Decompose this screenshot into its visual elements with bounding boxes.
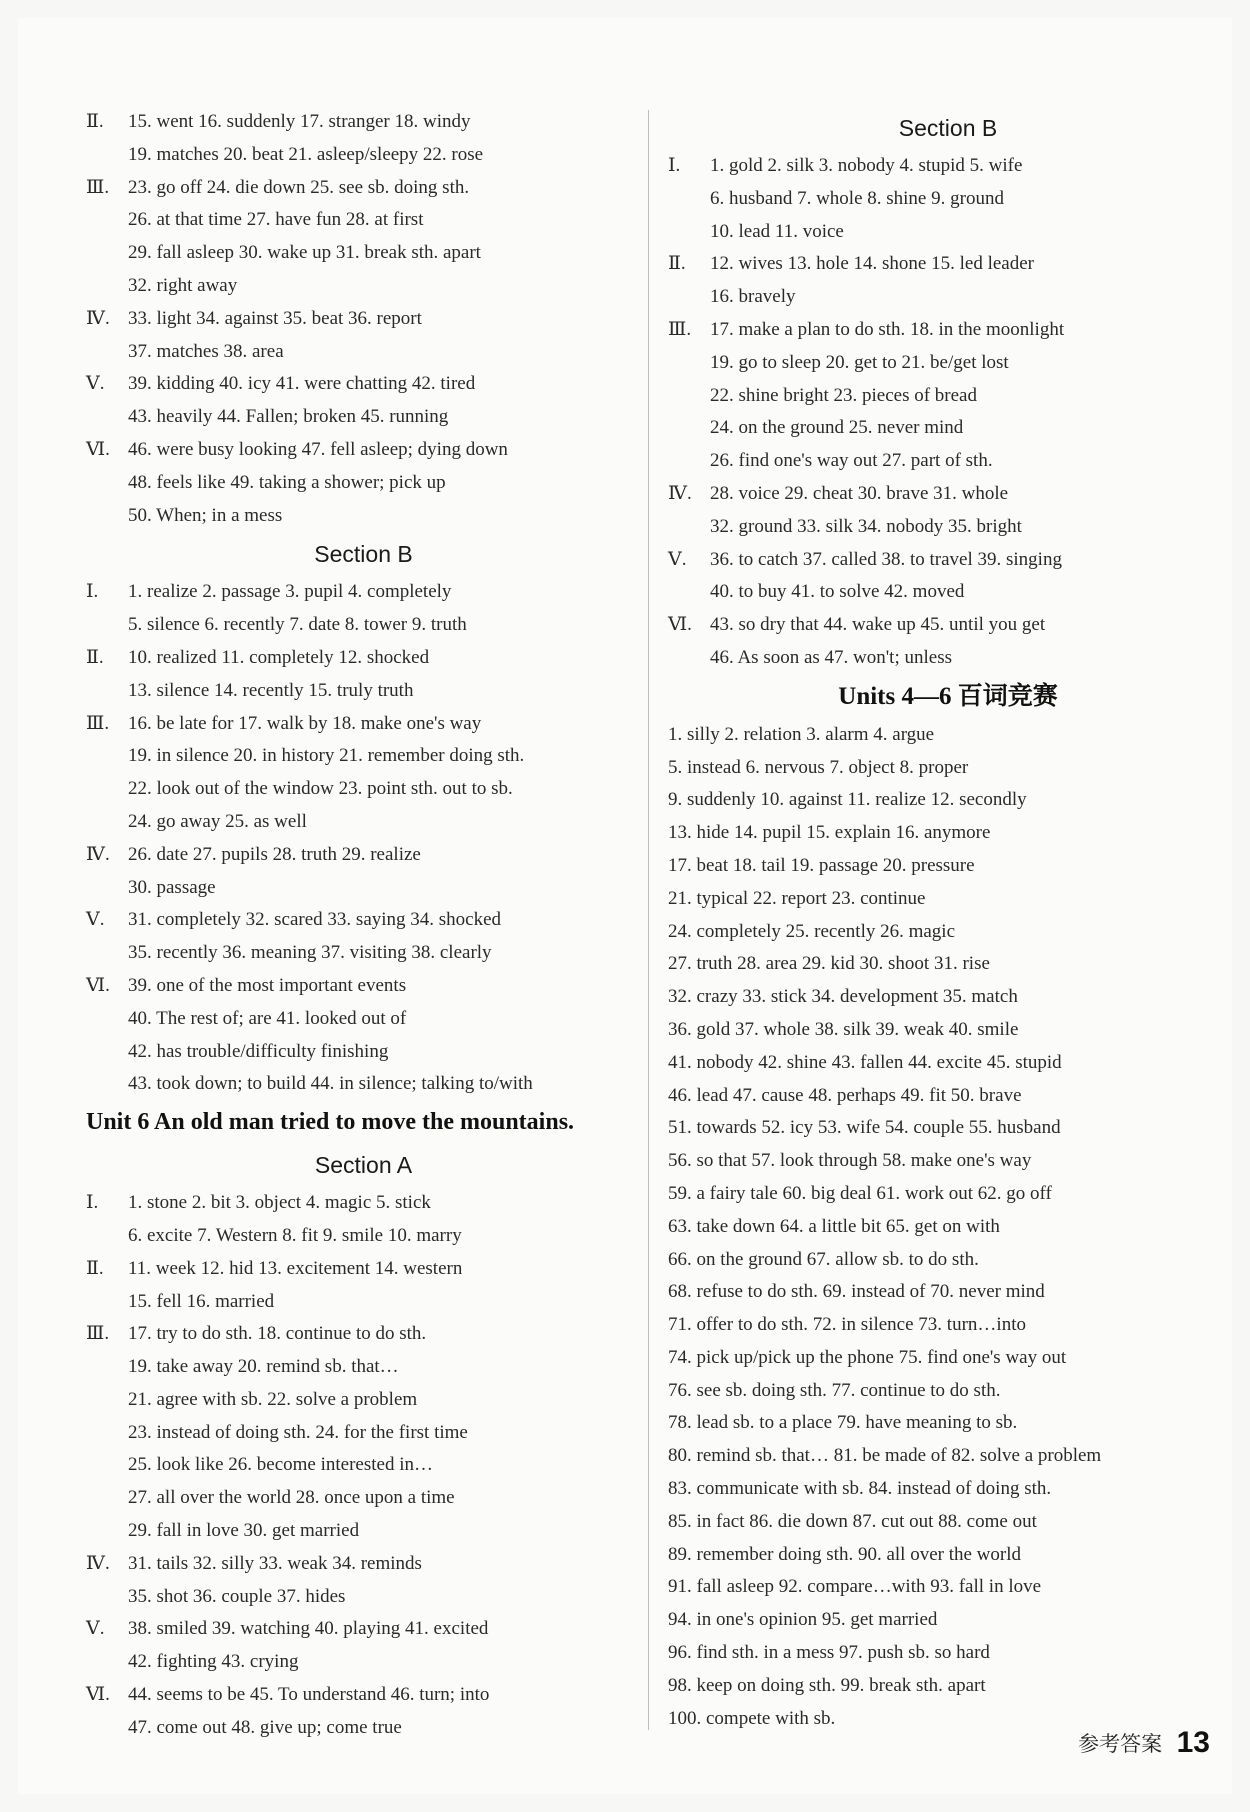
answer-line: [86, 609, 641, 642]
answer-text: 16. bravely: [710, 286, 796, 308]
exercise-number: Ⅱ.: [668, 253, 686, 275]
answer-text: 26. date 27. pupils 28. truth 29. realize: [128, 843, 421, 865]
answer-line: [86, 1515, 641, 1548]
answer-key-page: [18, 18, 1232, 1794]
answer-text: 59. a fairy tale 60. big deal 61. work out 62. go off: [668, 1182, 1052, 1204]
answer-line: [668, 981, 1228, 1014]
left-column: [86, 106, 641, 1745]
answer-text: 43. so dry that 44. wake up 45. until you get: [710, 614, 1046, 636]
exercise-number: Ⅴ.: [86, 1618, 105, 1640]
answer-text: 26. at that time 27. have fun 28. at first: [128, 209, 424, 231]
answer-line: [668, 1571, 1228, 1604]
answer-line: [668, 150, 1228, 183]
answer-line: [668, 1014, 1228, 1047]
answer-text: 42. fighting 43. crying: [128, 1651, 299, 1673]
answer-text: 19. in silence 20. in history 21. remember doing sth.: [128, 745, 525, 767]
answer-line: [86, 1318, 641, 1351]
answer-text: 47. come out 48. give up; come true: [128, 1716, 402, 1738]
answer-text: 35. recently 36. meaning 37. visiting 38. clearly: [128, 942, 492, 964]
exercise-number: Ⅱ.: [86, 646, 104, 668]
answer-line: [86, 1187, 641, 1220]
answer-line: [86, 401, 641, 434]
answer-text: 19. go to sleep 20. get to 21. be/get lost: [710, 351, 1009, 373]
answer-text: 17. try to do sth. 18. continue to do sth.: [128, 1323, 427, 1345]
answer-line: [86, 904, 641, 937]
footer-label: 参考答案: [1078, 1733, 1163, 1756]
answer-line: [86, 1068, 641, 1101]
answer-line: [86, 467, 641, 500]
answer-text: 6. excite 7. Western 8. fit 9. smile 10. marry: [128, 1224, 462, 1246]
answer-line: [86, 1712, 641, 1745]
answer-line: [86, 237, 641, 270]
answer-text: 44. seems to be 45. To understand 46. turn; into: [128, 1684, 490, 1706]
answer-text: 51. towards 52. icy 53. wife 54. couple 55. husband: [668, 1117, 1061, 1139]
answer-text: 100. compete with sb.: [668, 1707, 836, 1729]
answer-text: 43. took down; to build 44. in silence; talking to/with: [128, 1073, 533, 1095]
answer-line: [668, 1506, 1228, 1539]
answer-line: [668, 752, 1228, 785]
answer-text: 56. so that 57. look through 58. make one's way: [668, 1150, 1032, 1172]
answer-line: [86, 172, 641, 205]
answer-line: [668, 883, 1228, 916]
answer-line: [86, 434, 641, 467]
answer-line: [86, 1253, 641, 1286]
answer-text: 38. smiled 39. watching 40. playing 41. excited: [128, 1618, 489, 1640]
answer-text: 12. wives 13. hole 14. shone 15. led leader: [710, 253, 1034, 275]
answer-text: 24. on the ground 25. never mind: [710, 417, 964, 439]
answer-line: [668, 1637, 1228, 1670]
answer-text: 50. When; in a mess: [128, 504, 283, 526]
answer-line: [86, 1384, 641, 1417]
answer-text: 24. go away 25. as well: [128, 810, 307, 832]
answer-text: 40. to buy 41. to solve 42. moved: [710, 581, 965, 603]
exercise-number: Ⅲ.: [86, 176, 110, 198]
answer-line: [668, 850, 1228, 883]
page-number: 13: [1176, 1726, 1210, 1759]
exercise-number: Ⅳ.: [668, 482, 692, 504]
answer-text: 29. fall in love 30. get married: [128, 1520, 360, 1542]
answer-line: [668, 817, 1228, 850]
exercise-number: Ⅰ.: [86, 1192, 99, 1214]
answer-text: 15. fell 16. married: [128, 1290, 275, 1312]
answer-text: 10. realized 11. completely 12. shocked: [128, 646, 430, 668]
answer-text: 27. all over the world 28. once upon a time: [128, 1487, 455, 1509]
answer-text: 35. shot 36. couple 37. hides: [128, 1585, 346, 1607]
answer-text: 85. in fact 86. die down 87. cut out 88. come out: [668, 1510, 1037, 1532]
answer-line: [668, 642, 1228, 675]
answer-line: [86, 576, 641, 609]
answer-text: 17. beat 18. tail 19. passage 20. pressure: [668, 854, 975, 876]
exercise-number: Ⅲ.: [86, 1323, 110, 1345]
answer-line: [668, 248, 1228, 281]
answer-text: 22. shine bright 23. pieces of bread: [710, 384, 977, 406]
answer-text: 37. matches 38. area: [128, 340, 284, 362]
answer-text: 22. look out of the window 23. point sth. out to sb.: [128, 778, 513, 800]
answer-text: 32. right away: [128, 274, 238, 296]
answer-text: 36. gold 37. whole 38. silk 39. weak 40. smile: [668, 1018, 1019, 1040]
answer-line: [86, 1646, 641, 1679]
answer-line: [86, 1449, 641, 1482]
exercise-number: Ⅴ.: [668, 548, 687, 570]
answer-line: [86, 740, 641, 773]
answer-line: [668, 478, 1228, 511]
exercise-number: Ⅰ.: [668, 155, 681, 176]
answer-line: [668, 1440, 1228, 1473]
unit-title: Unit 6 An old man tried to move the mountains.: [86, 1109, 575, 1136]
answer-line: [86, 204, 641, 237]
answer-line: [86, 1679, 641, 1712]
answer-text: 66. on the ground 67. allow sb. to do sth.: [668, 1248, 979, 1270]
exercise-number: Ⅵ.: [86, 974, 110, 996]
exercise-number: Ⅳ.: [86, 307, 110, 329]
answer-line: [86, 106, 641, 139]
answer-text: 78. lead sb. to a place 79. have meaning to sb.: [668, 1412, 1018, 1434]
answer-text: 40. The rest of; are 41. looked out of: [128, 1007, 407, 1029]
answer-text: 46. were busy looking 47. fell asleep; dying down: [128, 438, 508, 460]
answer-line: [86, 1286, 641, 1319]
answer-text: 1. gold 2. silk 3. nobody 4. stupid 5. wife: [710, 155, 1023, 176]
answer-line: [668, 948, 1228, 981]
exercise-number: Ⅳ.: [86, 843, 110, 865]
section-heading: Section B: [314, 541, 413, 568]
exercise-number: Ⅰ.: [86, 581, 99, 603]
answer-line: [668, 1047, 1228, 1080]
answer-text: 39. one of the most important events: [128, 974, 407, 996]
answer-line: [668, 347, 1228, 380]
answer-line: [668, 1309, 1228, 1342]
answer-text: 29. fall asleep 30. wake up 31. break sth. apart: [128, 242, 481, 264]
answer-line: [86, 708, 641, 741]
answer-line: [86, 1003, 641, 1036]
answer-line: [668, 183, 1228, 216]
answer-text: 9. suddenly 10. against 11. realize 12. secondly: [668, 789, 1027, 811]
exercise-number: Ⅴ.: [86, 373, 105, 395]
answer-line: [668, 1539, 1228, 1572]
answer-text: 91. fall asleep 92. compare…with 93. fall in love: [668, 1576, 1042, 1598]
answer-line: [668, 544, 1228, 577]
answer-text: 32. ground 33. silk 34. nobody 35. bright: [710, 515, 1022, 537]
answer-line: [86, 806, 641, 839]
answer-text: 5. silence 6. recently 7. date 8. tower 9. truth: [128, 614, 467, 636]
answer-line: [86, 368, 641, 401]
answer-line: [668, 1604, 1228, 1637]
answer-line: [86, 642, 641, 675]
answer-text: 30. passage: [128, 876, 216, 898]
answer-text: 13. hide 14. pupil 15. explain 16. anymore: [668, 822, 991, 844]
exercise-number: Ⅲ.: [86, 712, 110, 734]
answer-line: [86, 773, 641, 806]
right-column: [668, 106, 1228, 1735]
answer-line: [668, 1244, 1228, 1277]
answer-text: 94. in one's opinion 95. get married: [668, 1609, 938, 1631]
answer-text: 68. refuse to do sth. 69. instead of 70. never mind: [668, 1281, 1045, 1303]
answer-text: 48. feels like 49. taking a shower; pick up: [128, 471, 446, 493]
answer-text: 71. offer to do sth. 72. in silence 73. turn…into: [668, 1314, 1026, 1336]
answer-text: 46. As soon as 47. won't; unless: [710, 646, 952, 668]
answer-line: [668, 1276, 1228, 1309]
answer-line: [668, 281, 1228, 314]
answer-text: 33. light 34. against 35. beat 36. report: [128, 307, 422, 329]
answer-text: 26. find one's way out 27. part of sth.: [710, 450, 993, 472]
exercise-number: Ⅴ.: [86, 909, 105, 931]
answer-text: 31. completely 32. scared 33. saying 34. shocked: [128, 909, 502, 931]
answer-line: [86, 139, 641, 172]
answer-text: 21. typical 22. report 23. continue: [668, 887, 926, 909]
answer-text: 39. kidding 40. icy 41. were chatting 42. tired: [128, 373, 476, 395]
answer-line: [668, 1080, 1228, 1113]
answer-text: 89. remember doing sth. 90. all over the world: [668, 1543, 1022, 1565]
section-heading: Section A: [314, 1152, 413, 1179]
answer-text: 43. heavily 44. Fallen; broken 45. running: [128, 406, 449, 428]
answer-text: 80. remind sb. that… 81. be made of 82. solve a problem: [668, 1445, 1102, 1467]
answer-text: 46. lead 47. cause 48. perhaps 49. fit 50. brave: [668, 1084, 1022, 1106]
answer-line: [668, 1145, 1228, 1178]
answer-line: [86, 839, 641, 872]
answer-text: 32. crazy 33. stick 34. development 35. match: [668, 986, 1018, 1008]
answer-text: 16. be late for 17. walk by 18. make one's way: [128, 712, 482, 734]
answer-line: [668, 1211, 1228, 1244]
answer-text: 24. completely 25. recently 26. magic: [668, 920, 956, 942]
answer-line: [668, 314, 1228, 347]
answer-text: 23. go off 24. die down 25. see sb. doing sth.: [128, 176, 470, 198]
answer-line: [668, 445, 1228, 478]
answer-line: [668, 1178, 1228, 1211]
answer-line: [86, 675, 641, 708]
answer-line: [86, 500, 641, 533]
answer-line: [668, 380, 1228, 413]
answer-text: 42. has trouble/difficulty finishing: [128, 1040, 389, 1062]
exercise-number: Ⅲ.: [668, 318, 692, 340]
answer-text: 98. keep on doing sth. 99. break sth. apart: [668, 1674, 986, 1696]
answer-text: 23. instead of doing sth. 24. for the first time: [128, 1421, 468, 1443]
answer-line: [668, 216, 1228, 249]
exercise-number: Ⅵ.: [86, 438, 110, 460]
answer-line: [86, 872, 641, 905]
answer-text: 17. make a plan to do sth. 18. in the moonlight: [710, 318, 1065, 340]
page-footer: [1078, 1726, 1210, 1760]
answer-line: [86, 1613, 641, 1646]
answer-line: [86, 1417, 641, 1450]
answer-line: [86, 1220, 641, 1253]
answer-line: [86, 1351, 641, 1384]
answer-text: 19. matches 20. beat 21. asleep/sleepy 22. rose: [128, 143, 484, 165]
answer-line: [86, 1548, 641, 1581]
answer-text: 6. husband 7. whole 8. shine 9. ground: [710, 187, 1004, 209]
answer-text: 28. voice 29. cheat 30. brave 31. whole: [710, 482, 1009, 504]
exercise-number: Ⅵ.: [86, 1684, 110, 1706]
answer-text: 74. pick up/pick up the phone 75. find one's way out: [668, 1346, 1067, 1368]
answer-line: [668, 609, 1228, 642]
answer-text: 1. realize 2. passage 3. pupil 4. completely: [128, 581, 452, 603]
answer-text: 63. take down 64. a little bit 65. get on with: [668, 1215, 1000, 1237]
answer-line: [668, 1473, 1228, 1506]
answer-line: [86, 937, 641, 970]
answer-line: [86, 303, 641, 336]
answer-line: [86, 1581, 641, 1614]
answer-text: 96. find sth. in a mess 97. push sb. so hard: [668, 1642, 990, 1664]
answer-text: 1. silly 2. relation 3. alarm 4. argue: [668, 723, 935, 745]
answer-text: 11. week 12. hid 13. excitement 14. western: [128, 1257, 463, 1279]
units-review-title: Units 4—6 百词竞赛: [838, 682, 1058, 710]
exercise-number: Ⅵ.: [668, 614, 692, 636]
answer-line: [86, 1482, 641, 1515]
answer-text: 13. silence 14. recently 15. truly truth: [128, 679, 414, 701]
answer-text: 19. take away 20. remind sb. that…: [128, 1356, 399, 1378]
answer-line: [668, 784, 1228, 817]
exercise-number: Ⅱ.: [86, 1257, 104, 1279]
answer-line: [86, 970, 641, 1003]
answer-text: 21. agree with sb. 22. solve a problem: [128, 1388, 418, 1410]
answer-line: [668, 1342, 1228, 1375]
exercise-number: Ⅳ.: [86, 1552, 110, 1574]
answer-line: [668, 576, 1228, 609]
answer-line: [668, 719, 1228, 752]
answer-text: 83. communicate with sb. 84. instead of doing sth.: [668, 1478, 1052, 1500]
answer-text: 27. truth 28. area 29. kid 30. shoot 31. rise: [668, 953, 990, 975]
answer-line: [668, 1407, 1228, 1440]
section-heading: Section B: [898, 115, 998, 141]
column-divider: [648, 110, 649, 1730]
answer-text: 41. nobody 42. shine 43. fallen 44. excite 45. stupid: [668, 1051, 1062, 1073]
answer-text: 31. tails 32. silly 33. weak 34. reminds: [128, 1552, 422, 1574]
answer-text: 25. look like 26. become interested in…: [128, 1454, 433, 1476]
answer-line: [668, 1375, 1228, 1408]
answer-text: 5. instead 6. nervous 7. object 8. proper: [668, 756, 969, 778]
answer-line: [668, 916, 1228, 949]
exercise-number: Ⅱ.: [86, 111, 104, 132]
answer-text: 76. see sb. doing sth. 77. continue to do sth.: [668, 1379, 1001, 1401]
answer-line: [668, 1112, 1228, 1145]
answer-text: 36. to catch 37. called 38. to travel 39. singing: [710, 548, 1062, 570]
answer-text: 10. lead 11. voice: [710, 220, 844, 242]
answer-line: [668, 412, 1228, 445]
answer-line: [668, 1670, 1228, 1703]
answer-line: [86, 270, 641, 303]
answer-text: 15. went 16. suddenly 17. stranger 18. windy: [128, 111, 471, 132]
answer-line: [668, 511, 1228, 544]
answer-text: 1. stone 2. bit 3. object 4. magic 5. stick: [128, 1192, 431, 1214]
answer-line: [86, 336, 641, 369]
answer-line: [86, 1036, 641, 1069]
